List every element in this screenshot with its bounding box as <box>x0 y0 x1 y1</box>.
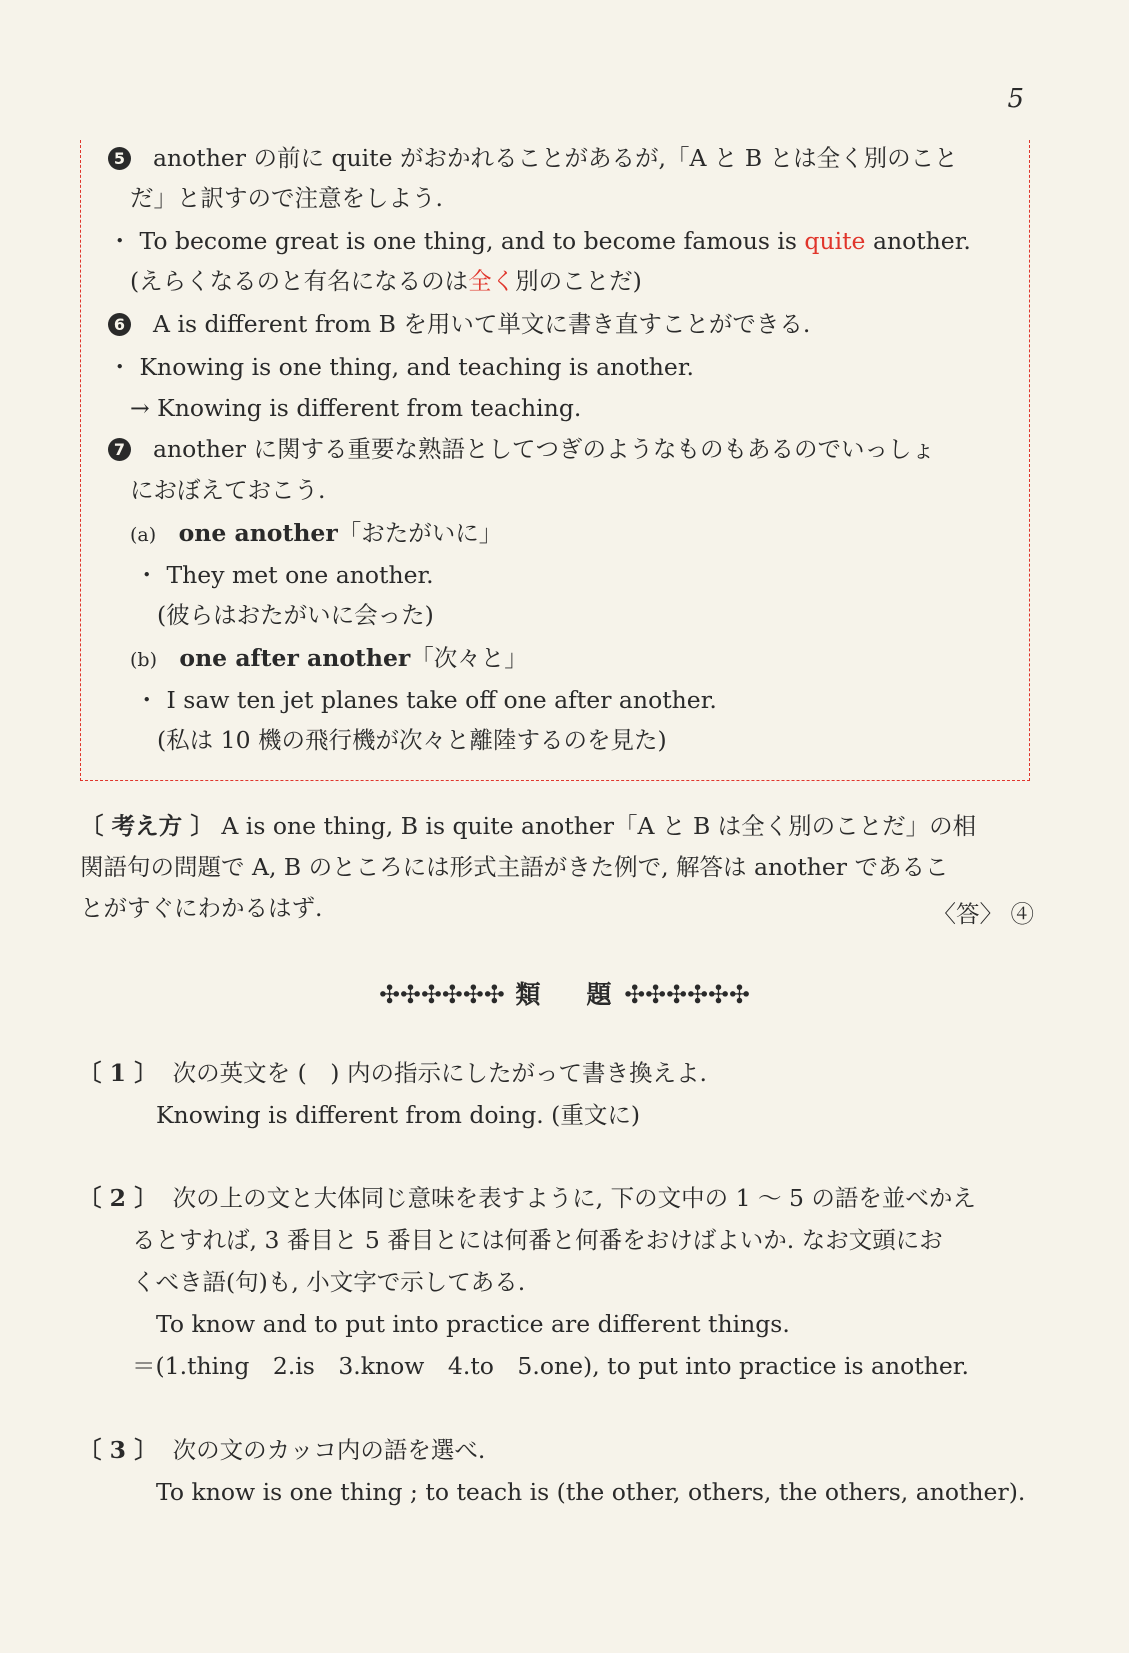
problem-3-line1: 〔 3 〕 次の文のカッコ内の語を選べ. <box>78 1436 486 1464</box>
note6-example2: → Knowing is different from teaching. <box>130 394 582 422</box>
problem-2-line2: るとすれば, 3 番目と 5 番目とには何番と何番をおけばよいか. なお文頭にお <box>132 1226 943 1254</box>
kangaekata-line2: 関語句の問題で A, B のところには形式主語がきた例で, 解答は another であるこ <box>80 853 949 881</box>
note7-a-example: ・ They met one another. <box>135 561 434 589</box>
circled-number-6: 6 <box>108 313 131 336</box>
kangaekata-line1: 〔 考え方 〕 A is one thing, B is quite another「A と B は全く別のことだ」の相 <box>80 812 977 840</box>
problem-2-line3: くべき語(句)も, 小文字で示してある. <box>132 1268 526 1296</box>
page-number: 5 <box>1007 84 1024 114</box>
note7-b-heading: (b) one after another「次々と」 <box>130 644 528 672</box>
kangaekata-label: 〔 考え方 〕 <box>80 812 214 840</box>
ornament-right: ✣✣✣✣✣✣ <box>624 980 750 1009</box>
problem-2-line4: To know and to put into practice are different things. <box>156 1310 790 1338</box>
ornament-left: ✣✣✣✣✣✣ <box>379 980 505 1009</box>
problem-1-line1: 〔 1 〕 次の英文を ( ) 内の指示にしたがって書き換えよ. <box>78 1059 707 1087</box>
note7-line1: 7 another に関する重要な熟語としてつぎのようなものもあるのでいっしょ <box>108 434 935 464</box>
note5-example: ・ To become great is one thing, and to become famous is quite another. <box>108 227 971 255</box>
circled-number-5: 5 <box>108 147 131 170</box>
circled-number-7: 7 <box>108 438 131 461</box>
note5-translation: (えらくなるのと有名になるのは全く別のことだ) <box>130 267 642 295</box>
note7-b-example: ・ I saw ten jet planes take off one after another. <box>135 686 717 714</box>
note5-line2: だ」と訳すので注意をしよう. <box>130 184 443 212</box>
highlight-quite: quite <box>804 227 866 255</box>
kangaekata-line3: とがすぐにわかるはず. <box>80 894 323 922</box>
note7-a-translation: (彼らはおたがいに会った) <box>157 601 434 629</box>
problem-3-line2: To know is one thing ; to teach is (the other, others, the others, another). <box>156 1478 1026 1506</box>
note6-line1: 6 A is different from B を用いて単文に書き直すことができる. <box>108 309 810 339</box>
note7-line2: におぼえておこう. <box>130 476 326 504</box>
problem-2-line1: 〔 2 〕 次の上の文と大体同じ意味を表すように, 下の文中の 1 ～ 5 の語を並べかえ <box>78 1184 976 1212</box>
section-heading: ✣✣✣✣✣✣ 類 題 ✣✣✣✣✣✣ <box>379 980 750 1009</box>
note7-a-heading: (a) one another「おたがいに」 <box>130 519 503 547</box>
problem-1-line2: Knowing is different from doing. (重文に) <box>156 1101 641 1129</box>
note6-example: ・ Knowing is one thing, and teaching is another. <box>108 353 694 381</box>
note5-line1: 5 another の前に quite がおかれることがあるが,「A と B とは全く別のこと <box>108 143 958 173</box>
answer: 〈答〉 ④ <box>932 900 1034 928</box>
note7-b-translation: (私は 10 機の飛行機が次々と離陸するのを見た) <box>157 726 667 754</box>
highlight-zenku: 全く <box>468 267 516 295</box>
problem-2-line5: ＝(1.thing 2.is 3.know 4.to 5.one), to put into practice is another. <box>132 1352 969 1380</box>
